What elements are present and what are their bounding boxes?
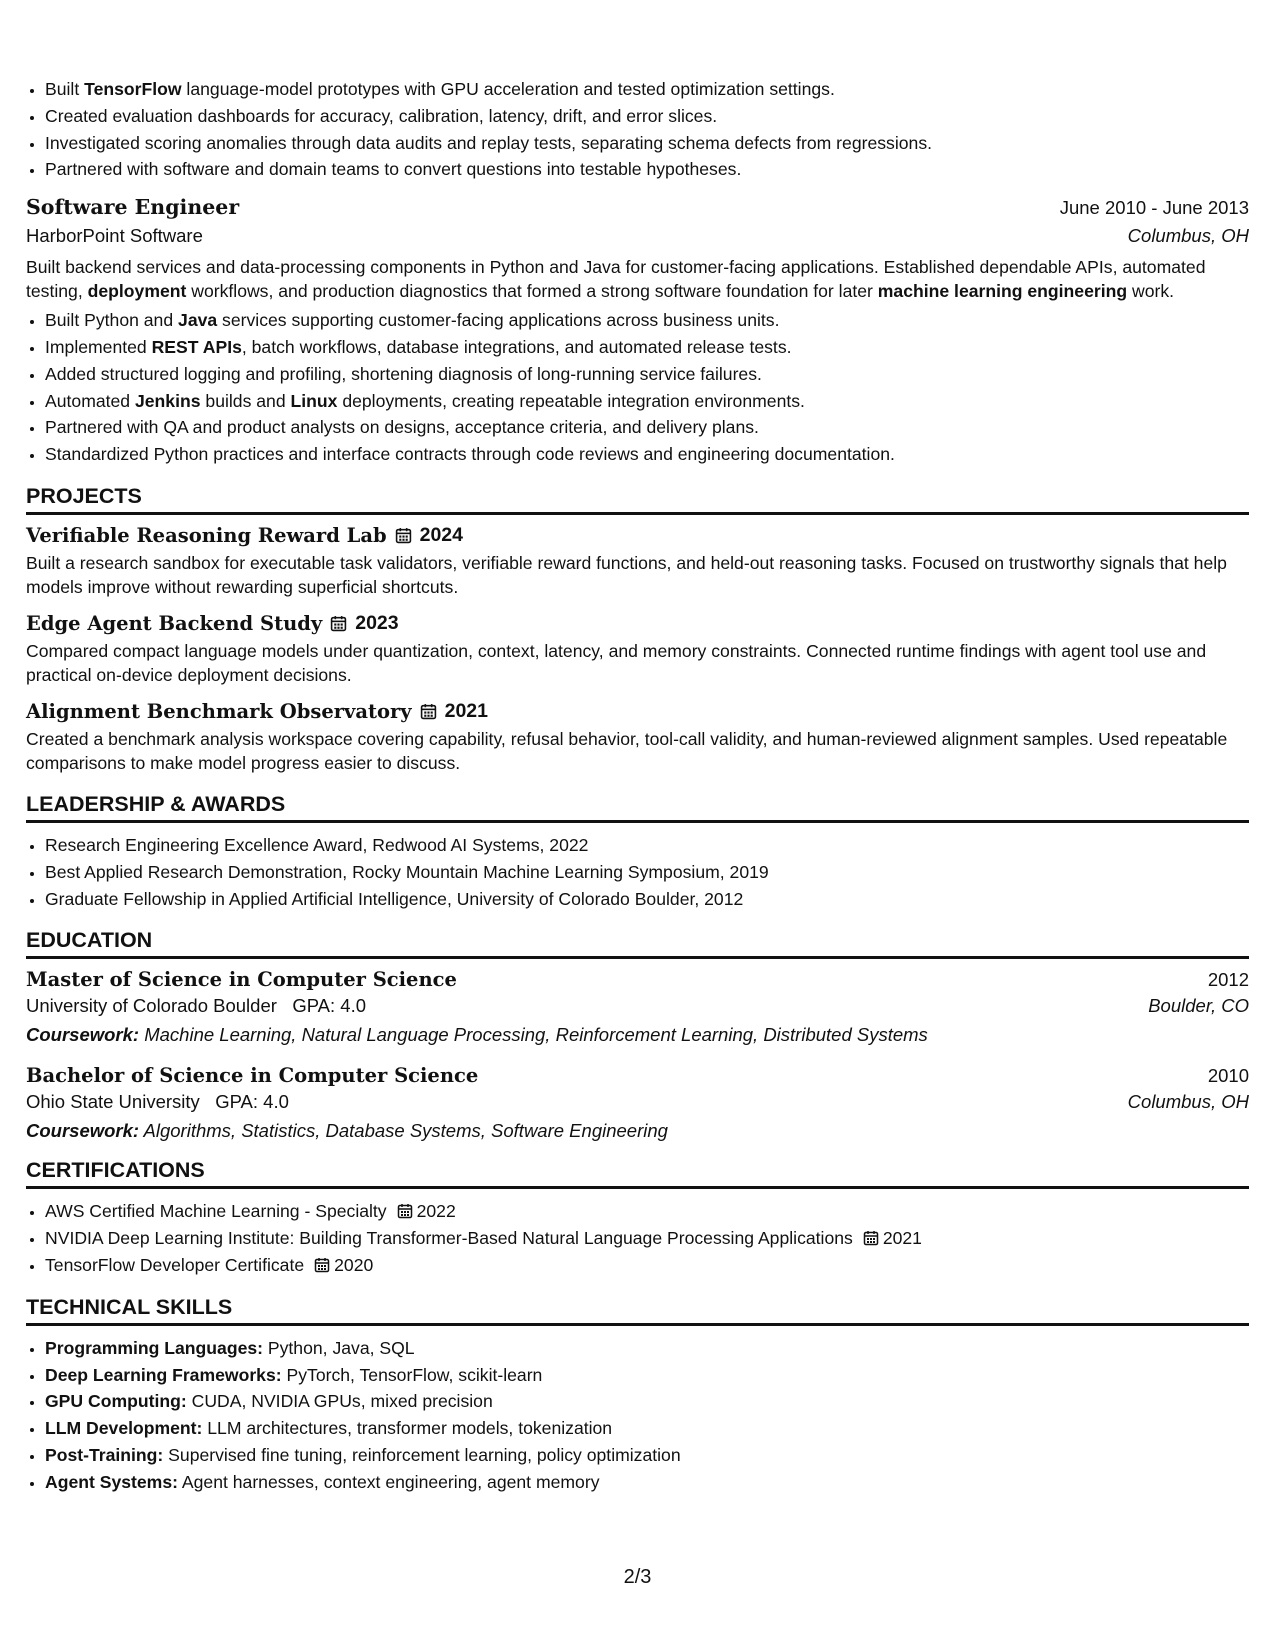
project-entry — [26, 524, 1249, 600]
job-entry — [26, 195, 1249, 468]
section-heading-technical-skills: TECHNICAL SKILLS — [26, 1295, 1249, 1326]
list-item: • Standardized Python practices and interface contracts through code reviews and engineering documentation. — [45, 441, 1249, 468]
section-heading-education: EDUCATION — [26, 928, 1249, 959]
degree-year: 2012 — [1207, 969, 1249, 991]
list-item: • Created evaluation dashboards for accuracy, calibration, latency, drift, and error slices. — [45, 103, 1249, 130]
degree-title: Bachelor of Science in Computer Science — [26, 1064, 479, 1088]
project-title: Alignment Benchmark Observatory — [26, 699, 412, 723]
list-item: • Partnered with QA and product analysts on designs, acceptance criteria, and delivery plans. — [45, 414, 1249, 441]
resume-page — [26, 76, 1249, 1496]
degree-title: Master of Science in Computer Science — [26, 968, 457, 992]
skills-list — [26, 1335, 1249, 1496]
leadership-list — [26, 832, 1249, 912]
project-description: Compared compact language models under quantization, context, latency, and memory constraints. Connected runtime findings with agent tool use and practical on-device deployment decisions. — [26, 640, 1207, 686]
skill-values: Agent harnesses, context engineering, agent memory — [177, 1471, 600, 1492]
list-item: • Built Python and Java services supporting customer-facing applications across business units. — [45, 307, 1249, 334]
skill-values: LLM architectures, transformer models, tokenization — [202, 1418, 613, 1439]
certification-name: AWS Certified Machine Learning - Specialty — [45, 1201, 387, 1222]
list-item: • Graduate Fellowship in Applied Artificial Intelligence, University of Colorado Boulder, 2012 — [45, 886, 1249, 913]
skill-values: CUDA, NVIDIA GPUs, mixed precision — [186, 1391, 493, 1412]
project-year: 2023 — [355, 611, 399, 634]
school-location: Columbus, OH — [1127, 1091, 1249, 1113]
project-year: 2021 — [444, 699, 488, 722]
skill-values: Supervised fine tuning, reinforcement learning, policy optimization — [163, 1444, 681, 1465]
job-bullets — [26, 307, 1249, 468]
job-summary: Built backend services and data-processing components in Python and Java for customer-facing applications. Established dependable APIs, automated testing, deployment workflows, and production diagnostics that formed a strong software foundation for later machine learning engineering work. — [26, 257, 1206, 302]
certification-year: 2020 — [334, 1254, 374, 1275]
skill-values: Python, Java, SQL — [263, 1337, 415, 1358]
list-item — [45, 1469, 1249, 1496]
job-title: Software Engineer — [26, 195, 240, 220]
list-item — [45, 1335, 1249, 1362]
skill-category: GPU Computing: — [45, 1391, 187, 1412]
project-year: 2024 — [419, 523, 463, 546]
job-dates: June 2010 - June 2013 — [1059, 197, 1249, 219]
certification-year: 2021 — [882, 1228, 922, 1249]
skill-values: PyTorch, TensorFlow, scikit-learn — [281, 1364, 543, 1385]
project-entry — [26, 612, 1249, 688]
list-item: • Partnered with software and domain teams to convert questions into testable hypotheses. — [45, 156, 1249, 183]
page-number: 2/3 — [623, 1566, 652, 1588]
list-item: • Implemented REST APIs, batch workflows, database integrations, and automated release tests. — [45, 334, 1249, 361]
calendar-icon — [330, 615, 347, 632]
degree-year: 2010 — [1207, 1065, 1249, 1087]
certifications-list — [26, 1198, 1249, 1278]
calendar-icon — [395, 527, 412, 544]
list-item: • Best Applied Research Demonstration, Rocky Mountain Machine Learning Symposium, 2019 — [45, 859, 1249, 886]
school-name: University of Colorado Boulder — [26, 995, 277, 1017]
project-description: Built a research sandbox for executable task validators, verifiable reward functions, and held-out reasoning tasks. Focused on trustworthy signals that help models improve without rewarding superficial shortcuts. — [26, 552, 1227, 598]
skill-category: Agent Systems: — [45, 1471, 178, 1492]
list-item: • Investigated scoring anomalies through data audits and replay tests, separating schema defects from regressions. — [45, 130, 1249, 157]
certification-name: TensorFlow Developer Certificate — [45, 1254, 305, 1275]
list-item — [45, 1252, 1249, 1279]
job-location: Columbus, OH — [1127, 225, 1249, 247]
section-heading-projects: PROJECTS — [26, 484, 1249, 515]
project-description: Created a benchmark analysis workspace covering capability, refusal behavior, tool-call validity, and human-reviewed alignment samples. Used repeatable comparisons to make model progress easier to discuss. — [26, 728, 1228, 774]
school-name: Ohio State University — [26, 1091, 200, 1113]
calendar-icon — [420, 703, 437, 720]
skill-category: Programming Languages: — [45, 1337, 263, 1358]
section-heading-leadership: LEADERSHIP & AWARDS — [26, 792, 1249, 823]
list-item — [45, 1442, 1249, 1469]
list-item: • Built TensorFlow language-model prototypes with GPU acceleration and tested optimization settings. — [45, 76, 1249, 103]
list-item — [45, 1415, 1249, 1442]
coursework: Coursework: Algorithms, Statistics, Database Systems, Software Engineering — [26, 1120, 668, 1142]
calendar-icon — [397, 1203, 413, 1219]
gpa: GPA: 4.0 — [215, 1091, 289, 1113]
coursework: Coursework: Machine Learning, Natural Language Processing, Reinforcement Learning, Distributed Systems — [26, 1024, 928, 1046]
project-title: Verifiable Reasoning Reward Lab — [26, 523, 387, 547]
calendar-icon — [863, 1230, 879, 1246]
project-entry — [26, 700, 1249, 776]
calendar-icon — [314, 1257, 330, 1273]
prior-role-bullets — [26, 76, 1249, 183]
list-item — [45, 1225, 1249, 1252]
list-item — [45, 1198, 1249, 1225]
list-item: • Research Engineering Excellence Award, Redwood AI Systems, 2022 — [45, 832, 1249, 859]
skill-category: LLM Development: — [45, 1418, 203, 1439]
company-name: HarborPoint Software — [26, 225, 203, 247]
education-entry — [26, 1064, 1249, 1142]
skill-category: Post-Training: — [45, 1444, 164, 1465]
section-heading-certifications: CERTIFICATIONS — [26, 1158, 1249, 1189]
list-item — [45, 1362, 1249, 1389]
education-entry — [26, 968, 1249, 1046]
skill-category: Deep Learning Frameworks: — [45, 1364, 282, 1385]
certification-year: 2022 — [416, 1201, 456, 1222]
school-location: Boulder, CO — [1148, 995, 1249, 1017]
project-title: Edge Agent Backend Study — [26, 611, 323, 635]
gpa: GPA: 4.0 — [292, 995, 367, 1017]
list-item — [45, 1388, 1249, 1415]
list-item: • Added structured logging and profiling, shortening diagnosis of long-running service failures. — [45, 361, 1249, 388]
list-item: • Automated Jenkins builds and Linux deployments, creating repeatable integration environments. — [45, 388, 1249, 415]
certification-name: NVIDIA Deep Learning Institute: Building Transformer-Based Natural Language Processing Applications — [45, 1228, 853, 1249]
